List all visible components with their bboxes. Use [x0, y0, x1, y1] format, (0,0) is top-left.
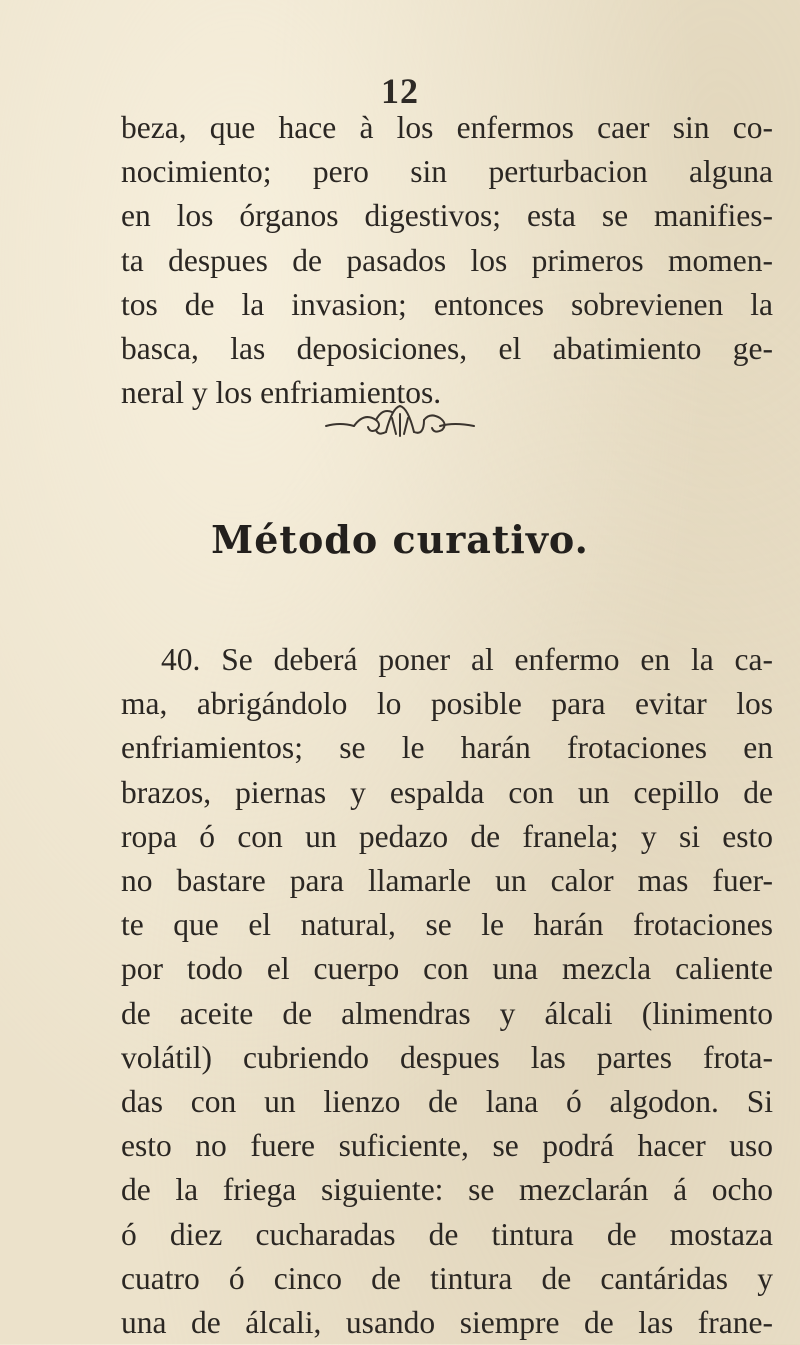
text-line: enfriamientos; se le harán frotaciones en [121, 730, 773, 766]
text-line: de aceite de almendras y álcali (linimento [121, 995, 773, 1031]
text-line: tos de la invasion; entonces sobrevienen la [121, 286, 773, 322]
text-line: brazos, piernas y espalda con un cepillo de [121, 774, 773, 810]
text-line: cuatro ó cinco de tintura de cantáridas y [121, 1260, 773, 1296]
text-line: de la friega siguiente: se mezclarán á ocho [121, 1172, 773, 1208]
text-line: en los órganos digestivos; esta se manifies- [121, 198, 773, 234]
paragraph-continuation [121, 106, 773, 415]
text-line: ropa ó con un pedazo de franela; y si esto [121, 818, 773, 854]
text-line: volátil) cubriendo despues las partes frota- [121, 1039, 773, 1075]
text-line: neral y los enfriamientos. [121, 375, 442, 411]
page-number: 12 [381, 71, 419, 111]
text-line: 40. Se deberá poner al enfermo en la ca- [161, 642, 773, 677]
text-line: das con un lienzo de lana ó algodon. Si [121, 1084, 773, 1120]
text-line: nocimiento; pero sin perturbacion alguna [121, 154, 773, 190]
text-line: por todo el cuerpo con una mezcla caliente [121, 951, 773, 987]
text-line: ó diez cucharadas de tintura de mostaza [121, 1216, 773, 1252]
text-line: esto no fuere suficiente, se podrá hacer uso [121, 1128, 773, 1164]
paragraph-40 [121, 638, 773, 1345]
text-line: basca, las deposiciones, el abatimiento ge- [121, 331, 773, 367]
text-line: ma, abrigándolo lo posible para evitar los [121, 686, 773, 722]
fleuron-ornament-icon [0, 398, 800, 448]
text-line: ta despues de pasados los primeros momen- [121, 242, 773, 278]
section-title: Método curativo. [211, 517, 589, 562]
text-line: no bastare para llamarle un calor mas fuer- [121, 863, 773, 899]
fleuron-ornament-icon [320, 398, 480, 448]
text-line: beza, que hace à los enfermos caer sin co- [121, 110, 773, 145]
text-line: una de álcali, usando siempre de las frane- [121, 1305, 773, 1341]
text-line: te que el natural, se le harán frotaciones [121, 907, 773, 943]
